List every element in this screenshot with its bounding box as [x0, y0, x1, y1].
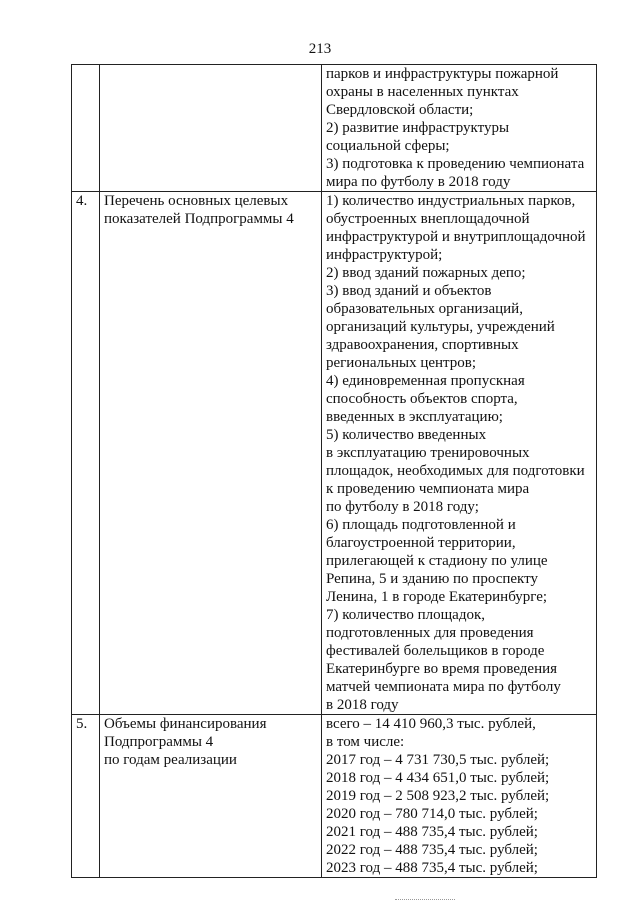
row-content-line: 2022 год – 488 735,4 тыс. рублей; [326, 842, 538, 858]
row-content-line: 2017 год – 4 731 730,5 тыс. рублей; [326, 752, 550, 768]
row-content-line: в том числе: [326, 734, 405, 750]
row-content-line: 4) единовременная пропускная [326, 373, 525, 389]
row-content-cell [322, 192, 597, 715]
row-content-line: матчей чемпионата мира по футболу [326, 679, 561, 695]
row-content-line: 5) количество введенных [326, 427, 487, 443]
row-content-line: прилегающей к стадиону по улице [326, 553, 548, 569]
row-title-cell [100, 65, 322, 192]
page-number: 213 [308, 41, 332, 57]
row-number: 4. [72, 192, 100, 715]
row-content-line: 3) подготовка к проведению чемпионата [326, 156, 585, 172]
row-content-line: к проведению чемпионата мира [326, 481, 530, 497]
row-content-line: 2023 год – 488 735,4 тыс. рублей; [326, 860, 538, 876]
row-title-line: по годам реализации [104, 752, 237, 768]
row-content-line: всего – 14 410 960,3 тыс. рублей, [326, 716, 536, 732]
row-content-line: подготовленных для проведения [326, 625, 534, 641]
table-row [72, 715, 597, 878]
table-row [72, 192, 597, 715]
row-content-line: парков и инфраструктуры пожарной [326, 66, 559, 82]
row-content-line: социальной сферы; [326, 138, 450, 154]
row-content-line: в эксплуатацию тренировочных [326, 445, 530, 461]
row-content-line: благоустроенной территории, [326, 535, 516, 551]
row-content-line: охраны в населенных пунктах [326, 84, 519, 100]
row-content-line: организаций культуры, учреждений [326, 319, 555, 335]
row-content-cell [322, 65, 597, 192]
row-content-line: 1) количество индустриальных парков, [326, 193, 576, 209]
row-title-line: Объемы финансирования [104, 716, 267, 732]
row-content-line: обустроенных внеплощадочной [326, 211, 530, 227]
row-content-cell [322, 715, 597, 878]
row-content-line: 2019 год – 2 508 923,2 тыс. рублей; [326, 788, 550, 804]
row-content-line: инфраструктурой; [326, 247, 443, 263]
table-row [72, 65, 597, 192]
row-content-line: Репина, 5 и зданию по проспекту [326, 571, 538, 587]
table-body [72, 65, 597, 878]
row-content-line: мира по футболу в 2018 году [326, 174, 511, 190]
row-title-line: Перечень основных целевых [104, 193, 289, 209]
row-content-line: фестивалей болельщиков в городе [326, 643, 545, 659]
row-content-line: 2020 год – 780 714,0 тыс. рублей; [326, 806, 538, 822]
row-content-line: региональных центров; [326, 355, 477, 371]
row-content-line: в 2018 году [326, 697, 399, 713]
row-content-line: 6) площадь подготовленной и [326, 517, 516, 533]
row-content-line: 3) ввод зданий и объектов [326, 283, 492, 299]
row-content-line: 7) количество площадок, [326, 607, 485, 623]
row-content-line: 2) ввод зданий пожарных депо; [326, 265, 526, 281]
row-content-line: площадок, необходимых для подготовки [326, 463, 585, 479]
row-content-line: способность объектов спорта, [326, 391, 518, 407]
row-content-line: образовательных организаций, [326, 301, 523, 317]
row-content-line: Ленина, 1 в городе Екатеринбурге; [326, 589, 548, 605]
row-content-line: 2018 год – 4 434 651,0 тыс. рублей; [326, 770, 550, 786]
row-number: 5. [72, 715, 100, 878]
scan-artifact [395, 899, 455, 901]
row-content-line: здравоохранения, спортивных [326, 337, 519, 353]
row-content-line: введенных в эксплуатацию; [326, 409, 503, 425]
row-title-line: Подпрограммы 4 [104, 734, 214, 750]
row-content-line: Екатеринбурге во время проведения [326, 661, 558, 677]
row-content-line: Свердловской области; [326, 102, 474, 118]
program-table [71, 64, 597, 878]
row-number [72, 65, 100, 192]
row-content-line: 2021 год – 488 735,4 тыс. рублей; [326, 824, 538, 840]
row-content-line: инфраструктурой и внутриплощадочной [326, 229, 586, 245]
row-content-line: 2) развитие инфраструктуры [326, 120, 510, 136]
row-content-line: по футболу в 2018 году; [326, 499, 479, 515]
row-title-cell [100, 192, 322, 715]
row-title-line: показателей Подпрограммы 4 [104, 211, 294, 227]
row-title-cell [100, 715, 322, 878]
